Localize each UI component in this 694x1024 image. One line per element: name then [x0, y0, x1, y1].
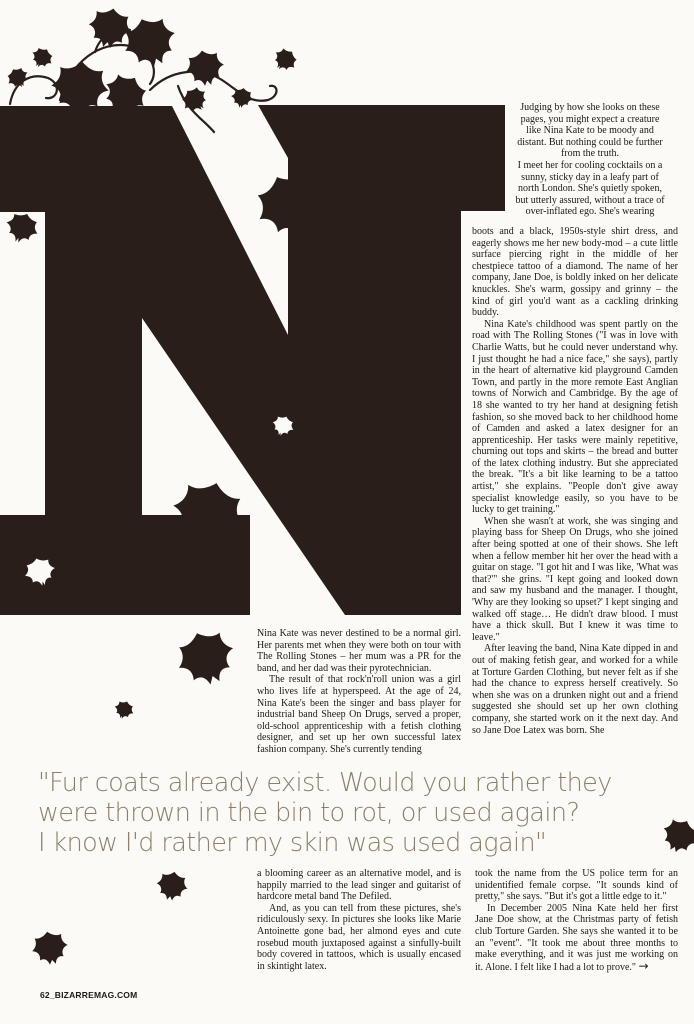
article-column-bottom-right [475, 868, 678, 973]
page-folio [40, 990, 137, 1000]
article-column-bottom-left [257, 868, 461, 972]
paragraph: The result of that rock'n'roll union was a girl who lives life at hyperspeed. At the age of 24, Nina Kate's been the singer and bass player for industrial band Sheep On Drugs, served a proper, old-school apprenticeship with a fetish clothing designer, and set up her own successful latex fashion company. She's currently tending [257, 674, 461, 755]
paragraph [475, 903, 678, 974]
paragraph: Judging by how she looks on these pages, you might expect a creature like Nina Kate to be moody and distant. But nothing could be further from the truth. [517, 102, 663, 160]
article-column-right [472, 226, 678, 736]
continue-arrow-icon: → [638, 958, 649, 973]
pull-quote-line: were thrown in the bin to rot, or used again? [38, 798, 580, 828]
drop-cap-n-shape [0, 105, 505, 615]
article-intro [512, 102, 668, 218]
paragraph: Nina Kate's childhood was spent partly on the road with The Rolling Stones ("I was in love with Charlie Watts, but he could never understand why. I just thought he had a nice face," she says), partly in the heart of alternative kid playground Camden Town, and partly in the more remote East Anglian towns of Norwich and Cambridge. By the age of 18 she wanted to try her hand at designing fetish fashion, so she moved back to her childhood home of Camden and asked a latex designer for an apprenticeship. Her tasks were mainly repetitive, churning out tops and skirts – the bread and butter of the latex clothing industry. But she appreciated the break. "It's a bit like learning to be a tattoo artist," she explains. "People don't give away specialist knowledge easily, so you have to be lucky to get training." [472, 318, 678, 516]
paragraph: I meet her for cooling cocktails on a sunny, sticky day in a leafy part of north London. She's quietly spoken, but utterly assured, without a trace of over-inflated ego. She's wearing [515, 159, 665, 218]
paragraph: took the name from the US police term for an unidentified female corpse. "It sounds kind of pretty," she says. "But it's got a little edge to it." [475, 868, 678, 903]
page-number: 62 [40, 990, 50, 1000]
paragraph: After leaving the band, Nina Kate dipped in and out of making fetish gear, and worked for a while at Torture Garden Clothing, but never felt as if she had the chance to express herself creatively. So when she was on a drunken night out and a friend suggested she should set up her own clothing company, she started work on it the next day. And so Jane Doe Latex was born. She [472, 643, 678, 736]
article-column-middle [257, 628, 461, 756]
pull-quote-line: "Fur coats already exist. Would you rather they [38, 768, 612, 798]
paragraph-text: In December 2005 Nina Kate held her first Jane Doe show, at the Christmas party of fetish club Torture Garden. She says she wanted it to be an "event". "It took me about three months to make everything, and it was just me working on it. Alone. I felt like I had a lot to prove." [475, 902, 678, 973]
paragraph: a blooming career as an alternative model, and is happily married to the lead singer and guitarist of hardcore metal band The Defiled. [257, 868, 461, 903]
paragraph: boots and a black, 1950s-style shirt dress, and eagerly shows me her new body-mod – a cute little surface piercing right in the middle of her chestpiece tattoo of a diamond. The name of her company, Jane Doe, is boldly inked on her delicate knuckles. She's warm, gossipy and grinny – the kind of girl you'd want as a cackling drinking buddy. [472, 226, 678, 319]
pull-quote-line: I know I'd rather my skin was used again" [38, 828, 547, 858]
paragraph: When she wasn't at work, she was singing and playing bass for Sheep On Drugs, who she joined after being spotted at one of their shows. She left when a fellow member hit her over the head with a guitar on stage. "I got hit and I was like, 'What was that?'" she grins. "I kept going and looked down and saw my husband and the manager. I thought, 'Why are they looking so upset?' I kept singing and walked off stage… He didn't draw blood. I must have a thick skull. But I knew it was time to leave." [472, 515, 678, 643]
pull-quote [38, 768, 658, 858]
site-url: _BIZARREMAG.COM [49, 990, 138, 1000]
paragraph: And, as you can tell from these pictures, she's ridiculously sexy. In pictures she looks like Marie Antoinette gone bad, her almond eyes and cute rosebud mouth juxtaposed against a sinfully-built body covered in tattoos, which is usually encased in skintight latex. [257, 902, 461, 972]
paragraph: Nina Kate was never destined to be a normal girl. Her parents met when they were both on tour with The Rolling Stones – her mum was a PR for the band, and her dad was their pyrotechnician. [257, 628, 461, 674]
